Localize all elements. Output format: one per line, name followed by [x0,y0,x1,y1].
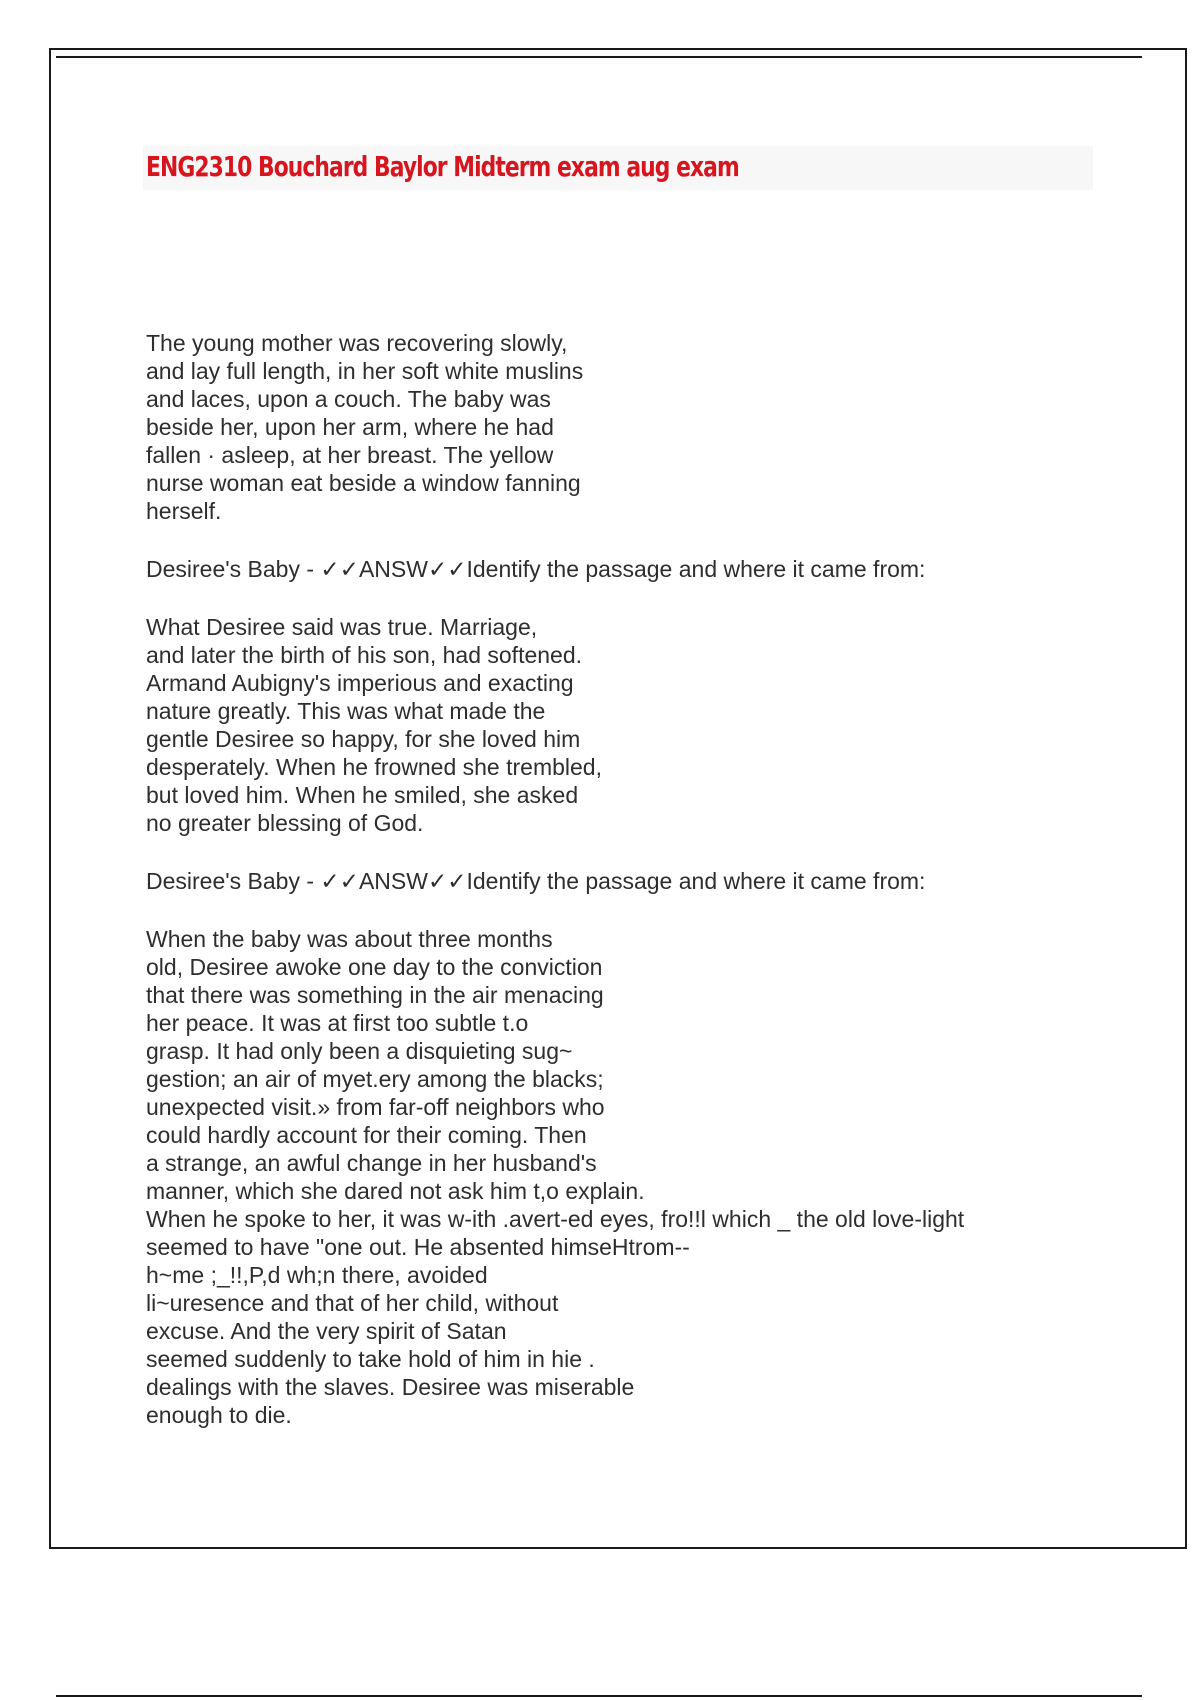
bottom-rule [56,1695,1142,1697]
passage-line: that there was something in the air menacing [146,982,604,1008]
passage-line: dealings with the slaves. Desiree was miserable [146,1374,635,1400]
passage-line: manner, which she dared not ask him t,o explain. [146,1178,645,1204]
document-title: ENG2310 Bouchard Baylor Midterm exam aug exam [146,150,739,183]
passage-line: gestion; an air of myet.ery among the blacks; [146,1066,604,1092]
passage-line: li~uresence and that of her child, without [146,1290,559,1316]
passage-line: h~me ;_!!,P,d wh;n there, avoided [146,1262,488,1288]
passage-line: her peace. It was at first too subtle t.o [146,1010,529,1036]
passage-line: enough to die. [146,1402,292,1428]
passage-1 [146,329,1146,525]
passage-line: When the baby was about three months [146,926,553,952]
passage-line: could hardly account for their coming. Then [146,1122,587,1148]
document-body [146,329,1146,1429]
passage-line: Armand Aubigny's imperious and exacting [146,670,574,696]
passage-line: seemed suddenly to take hold of him in hie . [146,1346,595,1372]
passage-line: fallen · asleep, at her breast. The yellow [146,442,554,468]
top-rule [56,56,1142,58]
passage-line: unexpected visit.» from far-off neighbors who [146,1094,605,1120]
passage-line: The young mother was recovering slowly, [146,330,568,356]
passage-line: a strange, an awful change in her husband's [146,1150,597,1176]
passage-line: herself. [146,498,222,524]
passage-line: desperately. When he frowned she trembled, [146,754,602,780]
answer-2: Desiree's Baby - ✓✓ANSW✓✓Identify the passage and where it came from: [146,868,926,894]
passage-line: seemed to have "one out. He absented himseHtrom-- [146,1234,690,1260]
passage-line: nature greatly. This was what made the [146,698,546,724]
passage-line: excuse. And the very spirit of Satan [146,1318,507,1344]
passage-line: and lay full length, in her soft white muslins [146,358,584,384]
passage-line: beside her, upon her arm, where he had [146,414,554,440]
passage-line: and later the birth of his son, had softened. [146,642,583,668]
passage-line: and laces, upon a couch. The baby was [146,386,551,412]
passage-line: grasp. It had only been a disquieting sug~ [146,1038,573,1064]
passage-3 [146,925,1146,1429]
passage-line: gentle Desiree so happy, for she loved him [146,726,581,752]
answer-1: Desiree's Baby - ✓✓ANSW✓✓Identify the passage and where it came from: [146,556,926,582]
passage-line: When he spoke to her, it was w-ith .avert-ed eyes, fro!!l which _ the old love-light [146,1206,965,1232]
passage-line: no greater blessing of God. [146,810,424,836]
passage-line: What Desiree said was true. Marriage, [146,614,538,640]
passage-line: nurse woman eat beside a window fanning [146,470,581,496]
passage-line: but loved him. When he smiled, she asked [146,782,579,808]
passage-2 [146,613,1146,837]
passage-line: old, Desiree awoke one day to the conviction [146,954,603,980]
